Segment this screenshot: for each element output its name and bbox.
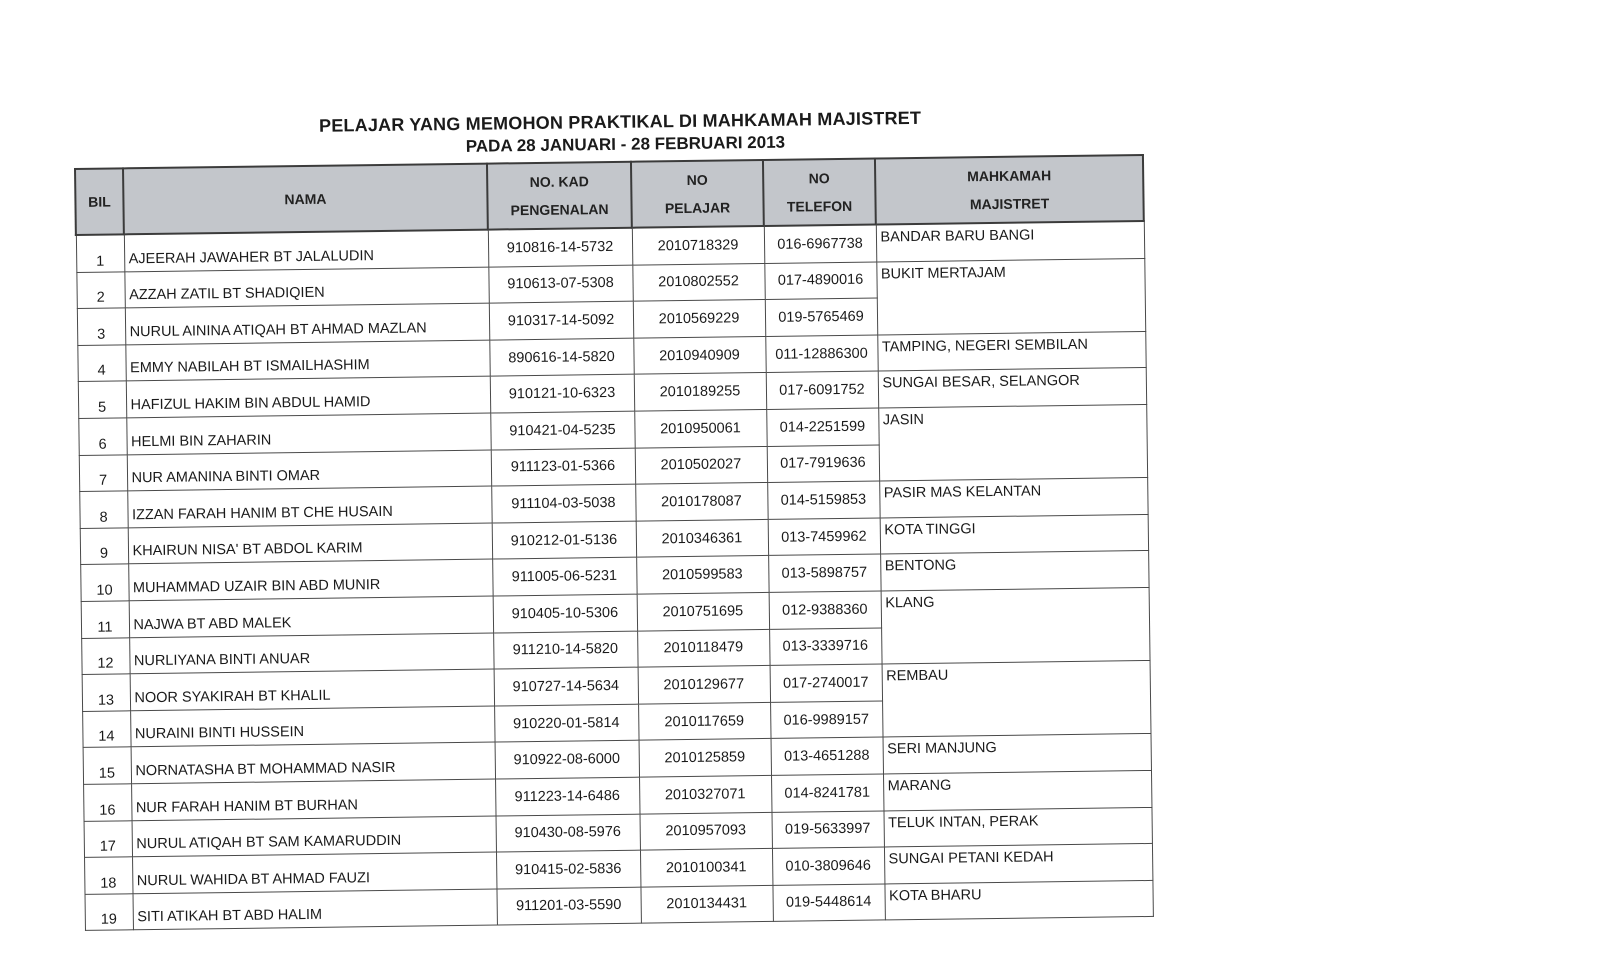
student-number: 2010134431 [640,885,772,923]
row-number: 3 [77,308,125,345]
ic-number: 911123-01-5366 [491,448,635,486]
student-number: 2010502027 [635,446,767,484]
document-title: PELAJAR YANG MEMOHON PRAKTIKAL DI MAHKAMAH MAJISTRET [318,107,922,136]
student-number: 2010178087 [635,483,767,521]
header-student-line2: PELAJAR [664,199,731,217]
row-number: 19 [85,893,133,930]
court-name: REMBAU [882,661,1150,701]
row-number: 8 [79,491,127,528]
student-name: EMMY NABILAH BT ISMAILHASHIM [125,340,489,381]
student-name: MUHAMMAD UZAIR BIN ABD MUNIR [128,559,492,600]
court-name: PASIR MAS KELANTAN [879,478,1147,518]
student-table [74,154,1154,931]
ic-number: 910212-01-5136 [492,521,636,559]
student-number: 2010569229 [633,300,765,338]
student-name: AZZAH ZATIL BT SHADIQIEN [124,267,488,308]
court-name: TELUK INTAN, PERAK [883,807,1151,847]
court-name: BANDAR BARU BANGI [876,221,1144,262]
student-number: 2010100341 [640,849,772,887]
ic-number: 911005-06-5231 [492,558,636,596]
student-name: NURUL AININA ATIQAH BT AHMAD MAZLAN [125,303,489,344]
court-name: SUNGAI BESAR, SELANGOR [878,368,1146,408]
header-bil: BIL [75,168,124,235]
row-number: 6 [78,418,126,455]
ic-number: 910816-14-5732 [488,228,632,267]
phone-number: 013-7459962 [768,518,880,556]
student-name: SITI ATIKAH BT ABD HALIM [133,889,497,930]
ic-number: 910421-04-5235 [490,411,634,449]
row-number: 14 [82,711,130,748]
ic-number: 911201-03-5590 [496,887,640,925]
header-nama: NAMA [123,164,488,235]
court-name [881,624,1149,664]
phone-number: 017-6091752 [766,371,878,409]
student-number: 2010189255 [634,373,766,411]
row-number: 9 [80,528,128,565]
student-name: NOOR SYAKIRAH BT KHALIL [130,669,494,710]
court-name: TAMPING, NEGERI SEMBILAN [877,331,1145,371]
phone-number: 014-5159853 [767,481,879,519]
student-number: 2010940909 [633,336,765,374]
row-number: 13 [82,674,130,711]
student-name: NURAINI BINTI HUSSEIN [130,706,494,747]
student-number: 2010950061 [634,409,766,447]
student-name: NAJWA BT ABD MALEK [129,596,493,637]
student-name: KHAIRUN NISA' BT ABDOL KARIM [128,523,492,564]
row-number: 17 [84,820,132,857]
court-name: BUKIT MERTAJAM [876,258,1144,298]
student-name: AJEERAH JAWAHER BT JALALUDIN [124,230,488,272]
student-name: NURLIYANA BINTI ANUAR [129,633,493,674]
row-number: 10 [80,564,128,601]
row-number: 16 [83,784,131,821]
ic-number: 910415-02-5836 [496,850,640,888]
court-name: SERI MANJUNG [883,734,1151,774]
table-body [76,221,1153,931]
header-court-line2: MAJISTRET [969,195,1050,213]
header-court [875,155,1144,225]
student-name: IZZAN FARAH HANIM BT CHE HUSAIN [127,486,491,527]
phone-number: 011-12886300 [765,335,877,373]
phone-number: 010-3809646 [772,847,884,885]
student-number: 2010117659 [638,702,770,740]
student-number: 2010118479 [637,629,769,667]
ic-number: 910922-08-6000 [495,740,639,778]
document-subtitle: PADA 28 JANUARI - 28 FEBRUARI 2013 [465,132,786,156]
header-ic [487,162,632,230]
phone-number: 017-4890016 [764,262,876,300]
court-name: BENTONG [880,551,1148,591]
student-name: HAFIZUL HAKIM BIN ABDUL HAMID [126,376,490,417]
student-number: 2010346361 [636,519,768,557]
phone-number: 016-6967738 [764,225,876,264]
row-number: 1 [76,234,124,272]
court-name [879,441,1147,481]
ic-number: 911104-03-5038 [491,484,635,522]
student-name: NURUL ATIQAH BT SAM KAMARUDDIN [132,816,496,857]
header-phone-no [763,159,876,226]
phone-number: 019-5448614 [772,884,884,922]
phone-number: 019-5633997 [771,810,883,848]
court-name: JASIN [878,404,1146,444]
ic-number: 910317-14-5092 [489,301,633,339]
header-ic-line2: PENGENALAN [510,201,609,219]
phone-number: 017-7919636 [767,445,879,483]
row-number: 4 [77,345,125,382]
student-name: NURUL WAHIDA BT AHMAD FAUZI [132,852,496,893]
header-student-line1: NO [686,171,708,188]
header-phone-line2: TELEFON [786,197,853,215]
court-name: KOTA TINGGI [880,514,1148,554]
ic-number: 910727-14-5634 [494,667,638,705]
court-name: KLANG [881,587,1149,627]
ic-number: 890616-14-5820 [489,338,633,376]
row-number: 7 [79,454,127,491]
ic-number: 910121-10-6323 [490,375,634,413]
court-name [877,295,1145,335]
student-table-container [74,154,1154,931]
header-court-line1: MAHKAMAH [967,167,1052,185]
ic-number: 910613-07-5308 [488,265,632,303]
phone-number: 014-8241781 [771,774,883,812]
phone-number: 013-3339716 [769,628,881,666]
row-number: 5 [78,381,126,418]
court-name [882,697,1150,737]
student-name: NUR FARAH HANIM BT BURHAN [131,779,495,820]
ic-number: 910405-10-5306 [493,594,637,632]
phone-number: 014-2251599 [766,408,878,446]
header-student-no [631,160,764,228]
phone-number: 013-4651288 [771,737,883,775]
student-number: 2010751695 [637,592,769,630]
header-ic-line1: NO. KAD [529,173,589,191]
court-name: MARANG [883,770,1151,810]
ic-number: 910430-08-5976 [496,814,640,852]
ic-number: 910220-01-5814 [494,704,638,742]
student-number: 2010718329 [632,226,764,265]
document-title-block [300,108,941,159]
phone-number: 017-2740017 [770,664,882,702]
student-name: HELMI BIN ZAHARIN [126,413,490,454]
ic-number: 911210-14-5820 [493,631,637,669]
student-number: 2010802552 [632,263,764,301]
phone-number: 013-5898757 [768,554,880,592]
row-number: 18 [84,857,132,894]
row-number: 12 [81,637,129,674]
phone-number: 019-5765469 [765,298,877,336]
phone-number: 016-9989157 [770,701,882,739]
student-number: 2010957093 [639,812,771,850]
student-number: 2010125859 [639,739,771,777]
student-number: 2010327071 [639,775,771,813]
ic-number: 911223-14-6486 [495,777,639,815]
court-name: SUNGAI PETANI KEDAH [884,844,1152,884]
row-number: 15 [83,747,131,784]
court-name: KOTA BHARU [884,880,1152,920]
student-number: 2010599583 [636,556,768,594]
student-name: NORNATASHA BT MOHAMMAD NASIR [131,742,495,783]
student-name: NUR AMANINA BINTI OMAR [127,450,491,491]
row-number: 11 [81,601,129,638]
phone-number: 012-9388360 [769,591,881,629]
header-phone-line1: NO [808,170,830,187]
row-number: 2 [76,271,124,308]
student-number: 2010129677 [638,666,770,704]
